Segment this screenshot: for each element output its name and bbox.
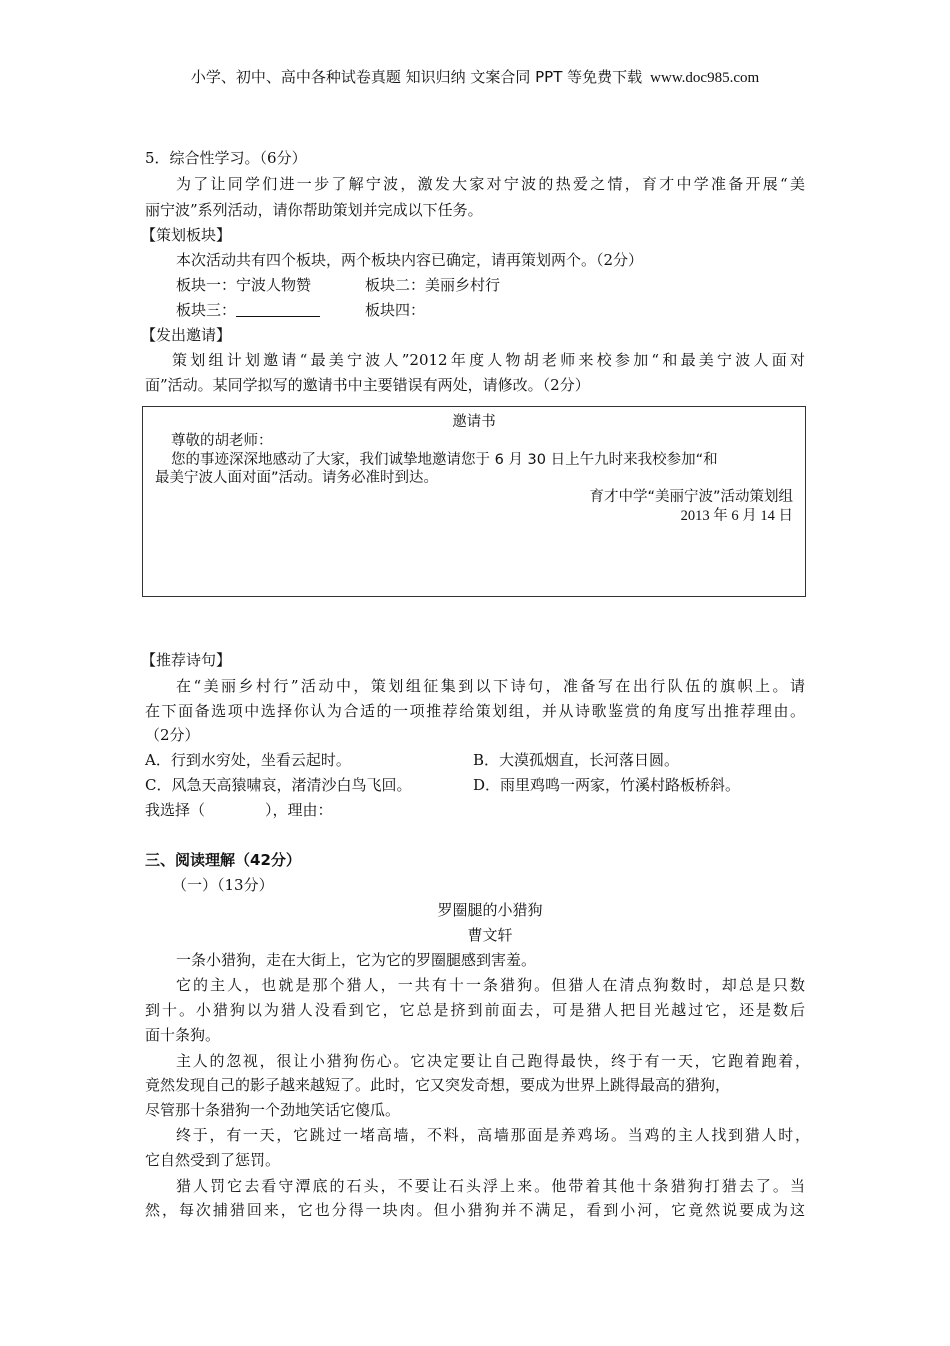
header-text: 小学、初中、高中各种试卷真题 知识归纳 文案合同 PPT 等免费下载 bbox=[190, 68, 643, 86]
board-three: 板块三： bbox=[176, 301, 237, 319]
story-line: 它的主人，也就是那个猎人，一共有十一条猎狗。但猎人在清点狗数时，却总是只数 bbox=[176, 976, 805, 994]
option-b: B．大漠孤烟直，长河落日圆。 bbox=[473, 751, 680, 769]
paragraph-line: 策划组计划邀请“最美宁波人”2012年度人物胡老师来校参加“和最美宁波人面对 bbox=[172, 351, 805, 369]
paragraph-line: 在下面备选项中选择你认为合适的一项推荐给策划组，并从诗歌鉴赏的角度写出推荐理由。 bbox=[145, 702, 805, 720]
story-line: 它自然受到了惩罚。 bbox=[145, 1151, 281, 1169]
story-line: 然，每次捕猎回来，它也分得一块肉。但小猎狗并不满足，看到小河，它竟然说要成为这 bbox=[145, 1201, 805, 1219]
story-line: 一条小猎狗，走在大街上，它为它的罗圈腿感到害羞。 bbox=[176, 951, 537, 969]
board-one: 板块一：宁波人物赞 bbox=[176, 276, 312, 294]
letter-date: 2013 年 6 月 14 日 bbox=[680, 508, 793, 524]
story-line: 主人的忽视，很让小猎狗伤心。它决定要让自己跑得最快，终于有一天，它跑着跑着， bbox=[176, 1052, 810, 1070]
letter-title: 邀请书 bbox=[452, 414, 496, 430]
letter-body-line: 您的事迹深深地感动了大家，我们诚挚地邀请您于 6 月 30 日上午九时来我校参加“和 bbox=[171, 452, 718, 468]
story-line: 尽管那十条猎狗一个劲地笑话它傻瓜。 bbox=[145, 1101, 401, 1119]
section-heading: 【策划板块】 bbox=[141, 226, 232, 244]
paragraph-line: 本次活动共有四个板块，两个板块内容已确定，请再策划两个。（2分） bbox=[176, 251, 644, 269]
section-title: 三、阅读理解（42分） bbox=[145, 851, 301, 869]
section-heading: 【推荐诗句】 bbox=[141, 651, 232, 669]
paragraph-line: （2分） bbox=[145, 726, 200, 744]
option-a: A．行到水穷处，坐看云起时。 bbox=[145, 751, 351, 769]
letter-signature: 育才中学“美丽宁波”活动策划组 bbox=[589, 489, 793, 505]
section-heading: 【发出邀请】 bbox=[141, 326, 232, 344]
story-author: 曹文轩 bbox=[467, 926, 513, 944]
header-url: www.doc985.com bbox=[650, 70, 760, 86]
invitation-letter-box bbox=[142, 406, 806, 597]
paragraph-line: 丽宁波”系列活动，请你帮助策划并完成以下任务。 bbox=[145, 201, 483, 219]
option-d: D．雨里鸡鸣一两家，竹溪村路板桥斜。 bbox=[473, 776, 741, 794]
board-four: 板块四： bbox=[365, 301, 426, 319]
letter-body-line: 最美宁波人面对面”活动。请务必准时到达。 bbox=[155, 470, 439, 486]
story-line: 终于，有一天，它跳过一堵高墙，不料，高墙那面是养鸡场。当鸡的主人找到猎人时， bbox=[176, 1126, 810, 1144]
letter-greeting: 尊敬的胡老师： bbox=[171, 433, 273, 449]
paragraph-line: 为了让同学们进一步了解宁波，激发大家对宁波的热爱之情，育才中学准备开展“美 bbox=[176, 175, 805, 193]
answer-line: 我选择（ ），理由： bbox=[145, 801, 333, 819]
story-title: 罗圈腿的小猎狗 bbox=[437, 901, 543, 919]
option-c: C．风急天高猿啸哀，渚清沙白鸟飞回。 bbox=[145, 776, 412, 794]
board-two: 板块二：美丽乡村行 bbox=[365, 276, 501, 294]
story-line: 面十条狗。 bbox=[145, 1026, 221, 1044]
story-line: 猎人罚它去看守潭底的石头，不要让石头浮上来。他带着其他十条猎狗打猎去了。当 bbox=[176, 1177, 805, 1195]
subsection-title: （一）（13分） bbox=[172, 876, 274, 894]
page-header bbox=[0, 66, 950, 87]
story-line: 竟然发现自己的影子越来越短了。此时，它又突发奇想，要成为世界上跳得最高的猎狗， bbox=[145, 1076, 731, 1094]
paragraph-line: 面”活动。某同学拟写的邀请书中主要错误有两处，请修改。（2分） bbox=[145, 376, 590, 394]
question-title: 5．综合性学习。（6分） bbox=[145, 149, 307, 167]
paragraph-line: 在“美丽乡村行”活动中，策划组征集到以下诗句，准备写在出行队伍的旗帜上。请 bbox=[176, 677, 805, 695]
story-line: 到十。小猎狗以为猎人没看到它，它总是挤到前面去，可是猎人把目光越过它，还是数后 bbox=[145, 1001, 805, 1019]
answer-blank[interactable] bbox=[236, 302, 320, 317]
